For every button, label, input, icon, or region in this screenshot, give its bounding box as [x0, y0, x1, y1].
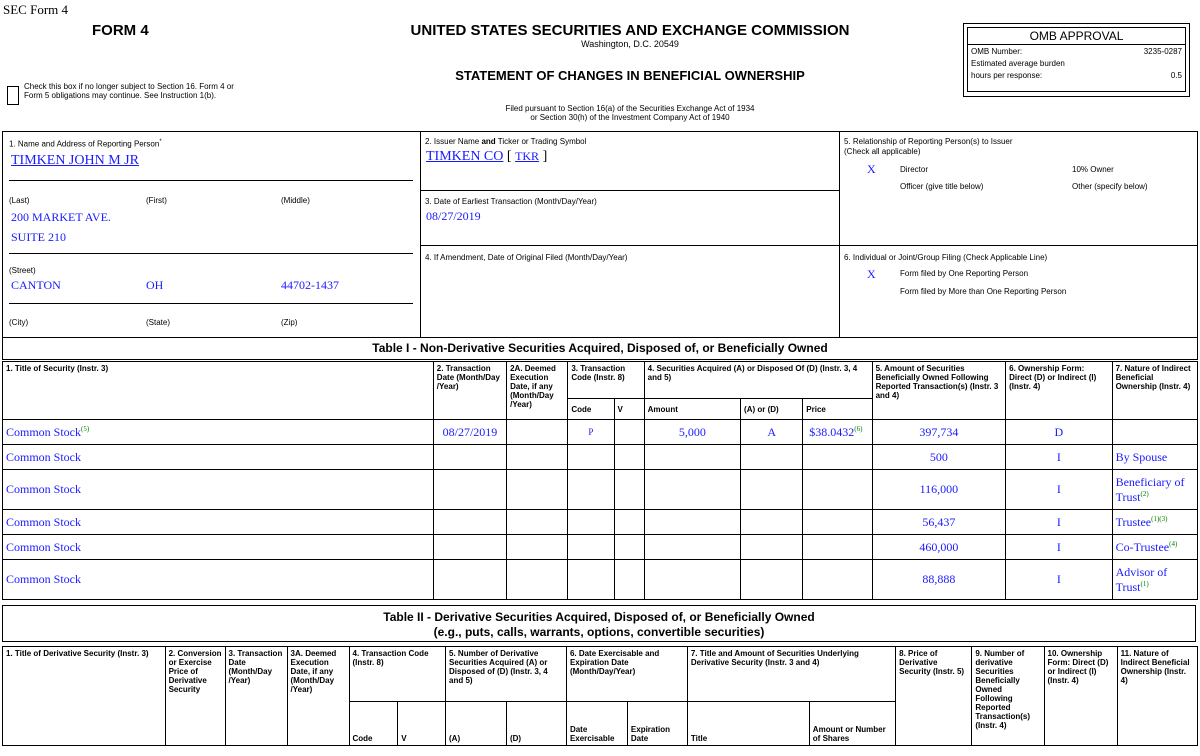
box3-label: 3. Date of Earliest Transaction (Month/Day/Year)	[425, 197, 597, 206]
t1-sub-code: Code	[568, 399, 614, 420]
director-label: Director	[900, 165, 929, 174]
more-person-label: Form filed by More than One Reporting Person	[900, 287, 1067, 296]
t2-h-date: 3. Transaction Date (Month/Day /Year)	[225, 647, 287, 746]
t2-sub-expiration: Expiration Date	[627, 702, 687, 746]
nature-of-ownership: Co-Trustee$^{(4)}$	[1112, 535, 1197, 560]
ownership-form: I	[1006, 470, 1112, 510]
nature-of-ownership: By Spouse	[1112, 445, 1197, 470]
t2-sub-exercisable: Date Exercisable	[566, 702, 627, 746]
street-label: (Street)	[9, 266, 36, 275]
reporting-person-name-link[interactable]: TIMKEN JOHN M JR	[11, 153, 139, 168]
box1-label: 1. Name and Address of Reporting Person*	[9, 139, 162, 149]
ticker-close-bracket: ]	[539, 149, 548, 164]
omb-number: 3235-0287	[1143, 47, 1182, 56]
commission-location: Washington, D.C. 20549	[581, 39, 679, 49]
security-title: Common Stock	[3, 535, 434, 560]
sec-form-label: SEC Form 4	[3, 2, 69, 17]
table2-title-block	[2, 605, 1196, 642]
t1-h-code: 3. Transaction Code (Instr. 8)	[568, 362, 644, 399]
amount-owned: 56,437	[872, 510, 1006, 535]
nature-of-ownership: Beneficiary of Trust$^{(2)}$	[1112, 470, 1197, 510]
security-title: Common Stock	[3, 560, 434, 600]
box2-label: 2. Issuer Name and Ticker or Trading Symbol	[425, 137, 587, 146]
state-label: (State)	[146, 318, 171, 327]
table-row	[3, 470, 1198, 510]
ownership-form: I	[1006, 560, 1112, 600]
omb-approval-box	[963, 23, 1190, 97]
t2-h-title: 1. Title of Derivative Security (Instr. 3)	[3, 647, 166, 746]
table1-title: Table I - Non-Derivative Securities Acquired, Disposed of, or Beneficially Owned	[2, 337, 1198, 360]
table-row	[3, 510, 1198, 535]
box5-label: 5. Relationship of Reporting Person(s) to Issuer (Check all applicable)	[844, 137, 1013, 156]
table-row	[3, 420, 1198, 445]
security-title: Common Stock$^{(5)}$	[3, 420, 434, 445]
t2-h-conversion: 2. Conversion or Exercise Price of Derivative Security	[165, 647, 225, 746]
statement-title: STATEMENT OF CHANGES IN BENEFICIAL OWNERSHIP	[455, 68, 805, 83]
address-line2: SUITE 210	[11, 230, 66, 244]
t2-h-nature: 11. Nature of Indirect Beneficial Ownership (Instr. 4)	[1117, 647, 1197, 746]
t1-h-date: 2. Transaction Date (Month/Day /Year)	[433, 362, 506, 420]
table2-title: Table II - Derivative Securities Acquired, Disposed of, or Beneficially Owned	[383, 610, 815, 624]
officer-label: Officer (give title below)	[900, 182, 984, 191]
city-label: (City)	[9, 318, 29, 327]
t2-h-exercisable: 6. Date Exercisable and Expiration Date (Month/Day/Year)	[566, 647, 687, 702]
state-value: OH	[146, 278, 164, 292]
section16-text: Check this box if no longer subject to Section 16. Form 4 or Form 5 obligations may continue. See Instruction 1(b).	[24, 82, 234, 100]
transaction-code: P	[568, 420, 614, 445]
table2-subtitle: (e.g., puts, calls, warrants, options, convertible securities)	[433, 625, 765, 639]
amount-owned: 460,000	[872, 535, 1006, 560]
ticker-link[interactable]: TKR	[515, 149, 540, 163]
filed-pursuant-1: Filed pursuant to Section 16(a) of the Securities Exchange Act of 1934	[505, 104, 755, 113]
table-row	[3, 445, 1198, 470]
amount-owned: 500	[872, 445, 1006, 470]
t1-h-form: 6. Ownership Form: Direct (D) or Indirect (I) (Instr. 4)	[1006, 362, 1112, 420]
address-line1: 200 MARKET AVE.	[11, 210, 111, 224]
omb-hours-label: hours per response:	[971, 71, 1043, 80]
t1-sub-v: V	[614, 399, 644, 420]
t2-h-code: 4. Transaction Code (Instr. 8)	[349, 647, 446, 702]
t2-h-form: 10. Ownership Form: Direct (D) or Indirect (I) (Instr. 4)	[1044, 647, 1117, 746]
box4-label: 4. If Amendment, Date of Original Filed (Month/Day/Year)	[425, 253, 628, 262]
omb-title: OMB APPROVAL	[968, 28, 1185, 45]
director-mark: X	[867, 162, 876, 176]
t2-sub-v: V	[398, 702, 446, 746]
nature-of-ownership	[1112, 420, 1197, 445]
acquired-or-disposed: A	[741, 420, 803, 445]
t1-sub-price: Price	[803, 399, 872, 420]
reporting-info-section	[2, 131, 1198, 338]
ten-percent-owner-label: 10% Owner	[1072, 165, 1114, 174]
table-row	[3, 560, 1198, 600]
city-value: CANTON	[11, 278, 61, 292]
t2-sub-d: (D)	[506, 702, 566, 746]
table1	[2, 361, 1198, 600]
one-person-mark: X	[867, 267, 876, 281]
amount-owned: 116,000	[872, 470, 1006, 510]
transaction-amount: 5,000	[644, 420, 740, 445]
t2-h-owned: 9. Number of derivative Securities Beneficially Owned Following Reported Transaction(s) (Instr. 4)	[972, 647, 1044, 746]
t1-h-owned: 5. Amount of Securities Beneficially Owned Following Reported Transaction(s) (Instr. 3 and 4)	[872, 362, 1006, 420]
omb-hours: 0.5	[1170, 71, 1182, 80]
filed-pursuant-2: or Section 30(h) of the Investment Company Act of 1940	[530, 113, 730, 122]
table2	[2, 646, 1198, 746]
nature-of-ownership: Advisor of Trust$^{(1)}$	[1112, 560, 1197, 600]
omb-number-label: OMB Number:	[971, 47, 1023, 56]
amount-owned: 397,734	[872, 420, 1006, 445]
first-label: (First)	[146, 196, 167, 205]
last-label: (Last)	[9, 196, 30, 205]
t1-h-deemed: 2A. Deemed Execution Date, if any (Month/Day /Year)	[507, 362, 568, 420]
commission-title: UNITED STATES SECURITIES AND EXCHANGE COMMISSION	[410, 22, 850, 39]
amount-owned: 88,888	[872, 560, 1006, 600]
t1-h-acquired: 4. Securities Acquired (A) or Disposed Of (D) (Instr. 3, 4 and 5)	[644, 362, 872, 399]
security-title: Common Stock	[3, 510, 434, 535]
security-title: Common Stock	[3, 445, 434, 470]
ownership-form: I	[1006, 535, 1112, 560]
t2-h-price: 8. Price of Derivative Security (Instr. 5)	[896, 647, 972, 746]
t1-sub-aord: (A) or (D)	[741, 399, 803, 420]
middle-label: (Middle)	[281, 196, 310, 205]
security-title: Common Stock	[3, 470, 434, 510]
nature-of-ownership: Trustee$^{(1)(3)}$	[1112, 510, 1197, 535]
one-person-label: Form filed by One Reporting Person	[900, 269, 1029, 278]
zip-label: (Zip)	[281, 318, 298, 327]
t1-h-nature: 7. Nature of Indirect Beneficial Ownership (Instr. 4)	[1112, 362, 1197, 420]
ownership-form: D	[1006, 420, 1112, 445]
box6-label: 6. Individual or Joint/Group Filing (Check Applicable Line)	[844, 253, 1048, 262]
t2-sub-a: (A)	[446, 702, 507, 746]
t2-h-deemed: 3A. Deemed Execution Date, if any (Month/Day /Year)	[287, 647, 349, 746]
ticker-open-bracket: [	[506, 149, 516, 164]
earliest-transaction-date: 08/27/2019	[426, 209, 481, 223]
t2-sub-code: Code	[349, 702, 398, 746]
t2-sub-title: Title	[687, 702, 809, 746]
t2-h-underlying: 7. Title and Amount of Securities Underlying Derivative Security (Instr. 3 and 4)	[687, 647, 895, 702]
t1-sub-amount: Amount	[644, 399, 740, 420]
table-row	[3, 535, 1198, 560]
zip-value: 44702-1437	[281, 278, 339, 292]
t1-h-title: 1. Title of Security (Instr. 3)	[3, 362, 434, 420]
issuer-name-link[interactable]: TIMKEN CO	[426, 149, 504, 164]
t2-h-number: 5. Number of Derivative Securities Acquired (A) or Disposed of (D) (Instr. 3, 4 and 5)	[446, 647, 567, 702]
omb-burden-label: Estimated average burden	[971, 59, 1065, 68]
ownership-form: I	[1006, 445, 1112, 470]
ownership-form: I	[1006, 510, 1112, 535]
transaction-date: 08/27/2019	[433, 420, 506, 445]
form-title: FORM 4	[92, 22, 149, 39]
section16-checkbox[interactable]	[7, 86, 19, 110]
other-label: Other (specify below)	[1072, 182, 1148, 191]
transaction-price: $38.0432$^{(6)}$	[803, 420, 872, 445]
t2-sub-amount: Amount or Number of Shares	[809, 702, 895, 746]
